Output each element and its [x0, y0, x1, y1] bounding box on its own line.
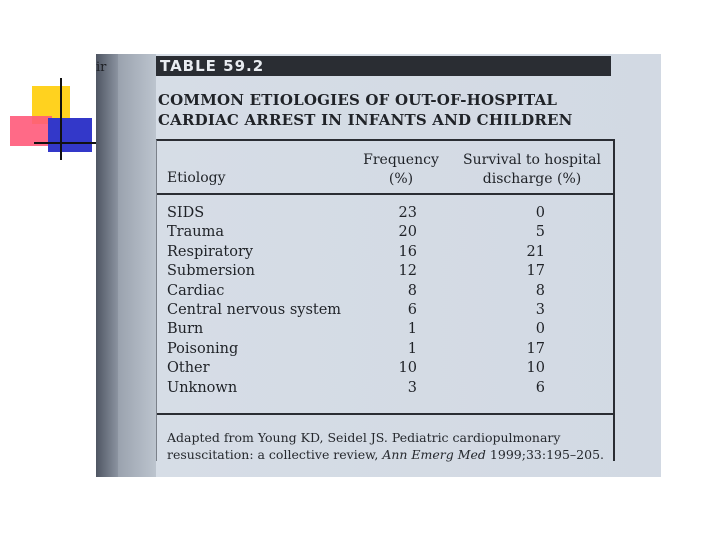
footer-rule: [157, 413, 613, 415]
survival-cell: 17: [526, 263, 545, 280]
frequency-cell: 12: [398, 263, 417, 280]
table-row: [157, 244, 613, 263]
etiology-cell: Other: [167, 360, 210, 377]
column-header-survival: [457, 151, 607, 189]
table-row: [157, 380, 613, 399]
vertical-line-decoration: [60, 78, 62, 160]
etiology-cell: Cardiac: [167, 282, 225, 299]
table-row: [157, 205, 613, 224]
table-title-line: CARDIAC ARREST IN INFANTS AND CHILDREN: [158, 111, 573, 129]
table-row: [157, 302, 613, 321]
blue-square-decoration: [48, 118, 92, 152]
table-photo: [96, 54, 661, 477]
frequency-cell: 23: [398, 205, 417, 221]
frequency-cell: 3: [407, 379, 417, 396]
etiology-cell: Poisoning: [167, 340, 239, 357]
frequency-cell: 20: [398, 224, 417, 241]
column-header-frequency: [361, 151, 441, 189]
footnote-line: [167, 446, 607, 463]
column-header-survival-line: discharge (%): [482, 171, 582, 187]
etiology-cell: Trauma: [167, 224, 224, 241]
table-row: [157, 283, 613, 302]
etiology-cell: Burn: [167, 321, 204, 338]
etiology-cell: SIDS: [167, 205, 205, 221]
footnote-text: resuscitation: a collective review,: [167, 447, 383, 462]
header-rule: [157, 193, 613, 195]
table-number: TABLE 59.2: [160, 57, 265, 75]
etiology-cell: Respiratory: [167, 243, 254, 260]
frequency-cell: 6: [407, 301, 417, 318]
survival-cell: 21: [526, 243, 545, 260]
table-row: [157, 224, 613, 243]
frequency-cell: 8: [407, 282, 417, 299]
frequency-cell: 1: [407, 321, 417, 338]
column-header-frequency-line: (%): [388, 171, 414, 187]
frequency-cell: 1: [407, 340, 417, 357]
page-gutter: [118, 54, 156, 477]
survival-cell: 5: [535, 224, 545, 241]
survival-cell: 0: [535, 205, 545, 221]
table-row: [157, 341, 613, 360]
table-footnote: [167, 429, 607, 463]
survival-cell: 8: [535, 282, 545, 299]
survival-cell: 10: [526, 360, 545, 377]
column-header-survival-line: Survival to hospital: [463, 152, 601, 168]
slide-ornament: [0, 0, 110, 170]
frequency-cell: 10: [398, 360, 417, 377]
data-table: [156, 139, 615, 461]
table-title: [158, 90, 598, 130]
survival-cell: 0: [535, 321, 545, 338]
page-binding-shadow: [96, 54, 118, 477]
table-body: [157, 205, 613, 399]
frequency-cell: 16: [398, 243, 417, 260]
etiology-cell: Submersion: [167, 263, 255, 280]
table-title-line: COMMON ETIOLOGIES OF OUT-OF-HOSPITAL: [158, 91, 558, 109]
etiology-cell: Unknown: [167, 379, 238, 396]
footnote-citation: 1999;33:195–205.: [485, 447, 605, 462]
survival-cell: 6: [535, 379, 545, 396]
table-row: [157, 263, 613, 282]
footnote-line: Adapted from Young KD, Seidel JS. Pediatric cardiopulmonary: [167, 430, 561, 445]
survival-cell: 3: [535, 301, 545, 318]
table-row: [157, 360, 613, 379]
column-header-frequency-line: Frequency: [363, 152, 439, 168]
margin-text-fragment: ir: [96, 60, 107, 75]
survival-cell: 17: [526, 340, 545, 357]
column-header-etiology: Etiology: [167, 170, 226, 186]
table-row: [157, 321, 613, 340]
footnote-journal: Ann Emerg Med: [382, 447, 486, 462]
etiology-cell: Central nervous system: [167, 301, 342, 318]
horizontal-line-decoration: [34, 142, 98, 144]
